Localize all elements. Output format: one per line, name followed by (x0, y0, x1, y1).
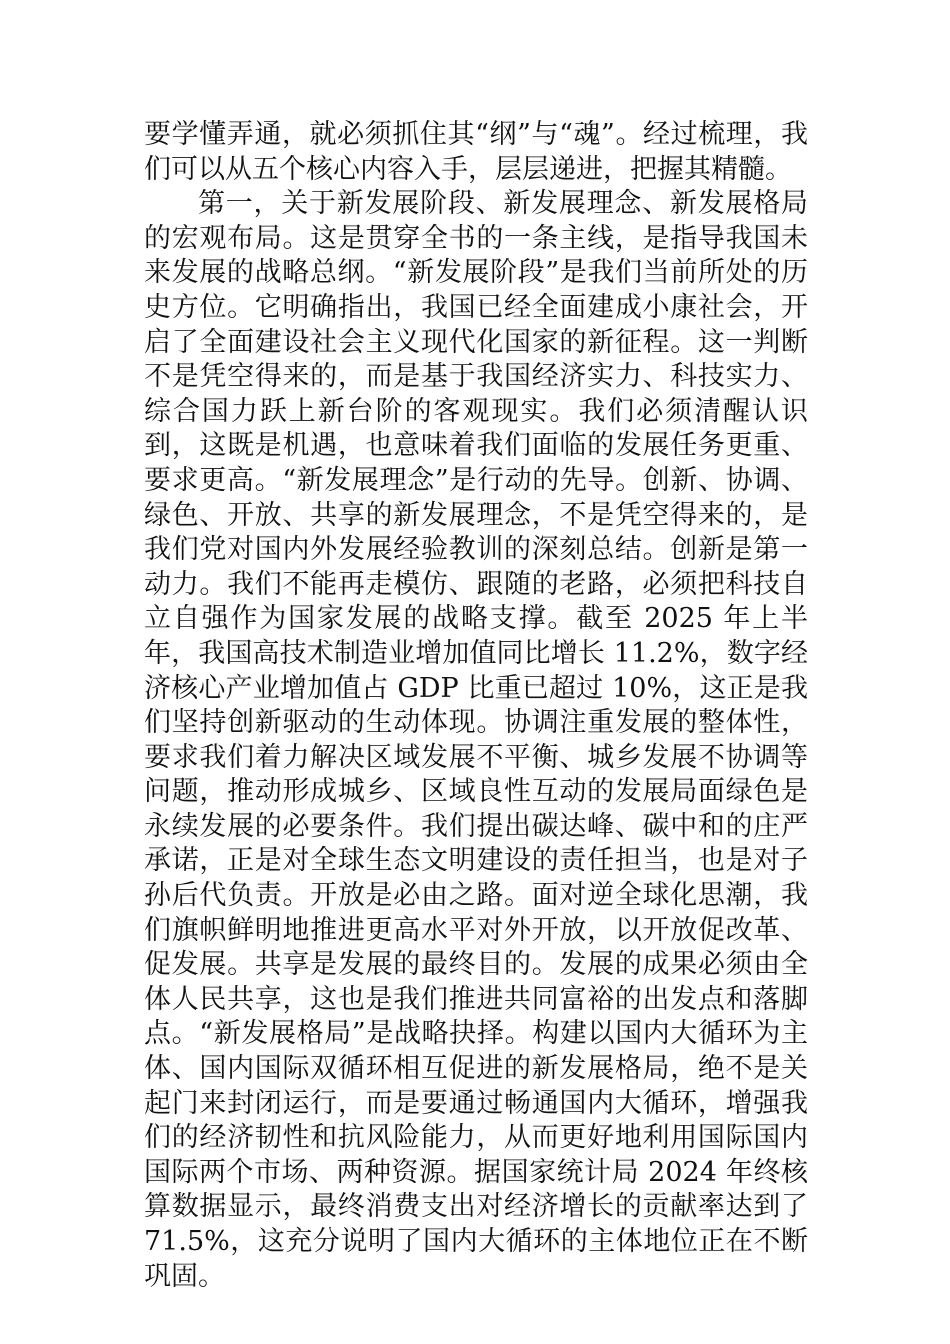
document-body (144, 118, 808, 1294)
paragraph-continuation: 要学懂弄通，就必须抓住其“纲”与“魂”。经过梳理，我们可以从五个核心内容入手，层层递进，把握其精髓。 (144, 119, 808, 185)
paragraph-first-point: 第一，关于新发展阶段、新发展理念、新发展格局的宏观布局。这是贯穿全书的一条主线，是指导我国未来发展的战略总纲。“新发展阶段”是我们当前所处的历史方位。它明确指出，我国已经全面建成小康社会，开启了全面建设社会主义现代化国家的新征程。这一判断不是凭空得来的，而是基于我国经济实力、科技实力、综合国力跃上新台阶的客观现实。我们必须清醒认识到，这既是机遇，也意味着我们面临的发展任务更重、要求更高。“新发展理念”是行动的先导。创新、协调、绿色、开放、共享的新发展理念，不是凭空得来的，是我们党对国内外发展经验教训的深刻总结。创新是第一动力。我们不能再走模仿、跟随的老路，必须把科技自立自强作为国家发展的战略支撑。截至 2025 年上半年，我国高技术制造业增加值同比增长 11.2%，数字经济核心产业增加值占 GDP 比重已超过 10%，这正是我们坚持创新驱动的生动体现。协调注重发展的整体性，要求我们着力解决区域发展不平衡、城乡发展不协调等问题，推动形成城乡、区域良性互动的发展局面绿色是永续发展的必要条件。我们提出碳达峰、碳中和的庄严承诺，正是对全球生态文明建设的责任担当，也是对子孙后代负责。开放是必由之路。面对逆全球化思潮，我们旗帜鲜明地推进更高水平对外开放，以开放促改革、促发展。共享是发展的最终目的。发展的成果必须由全体人民共享，这也是我们推进共同富裕的出发点和落脚点。“新发展格局”是战略抉择。构建以国内大循环为主体、国内国际双循环相互促进的新发展格局，绝不是关起门来封闭运行，而是要通过畅通国内大循环，增强我们的经济韧性和抗风险能力，从而更好地利用国际国内国际两个市场、两种资源。据国家统计局 2024 年终核算数据显示，最终消费支出对经济增长的贡献率达到了 71.5%，这充分说明了国内大循环的主体地位正在不断巩固。 (144, 188, 808, 1292)
